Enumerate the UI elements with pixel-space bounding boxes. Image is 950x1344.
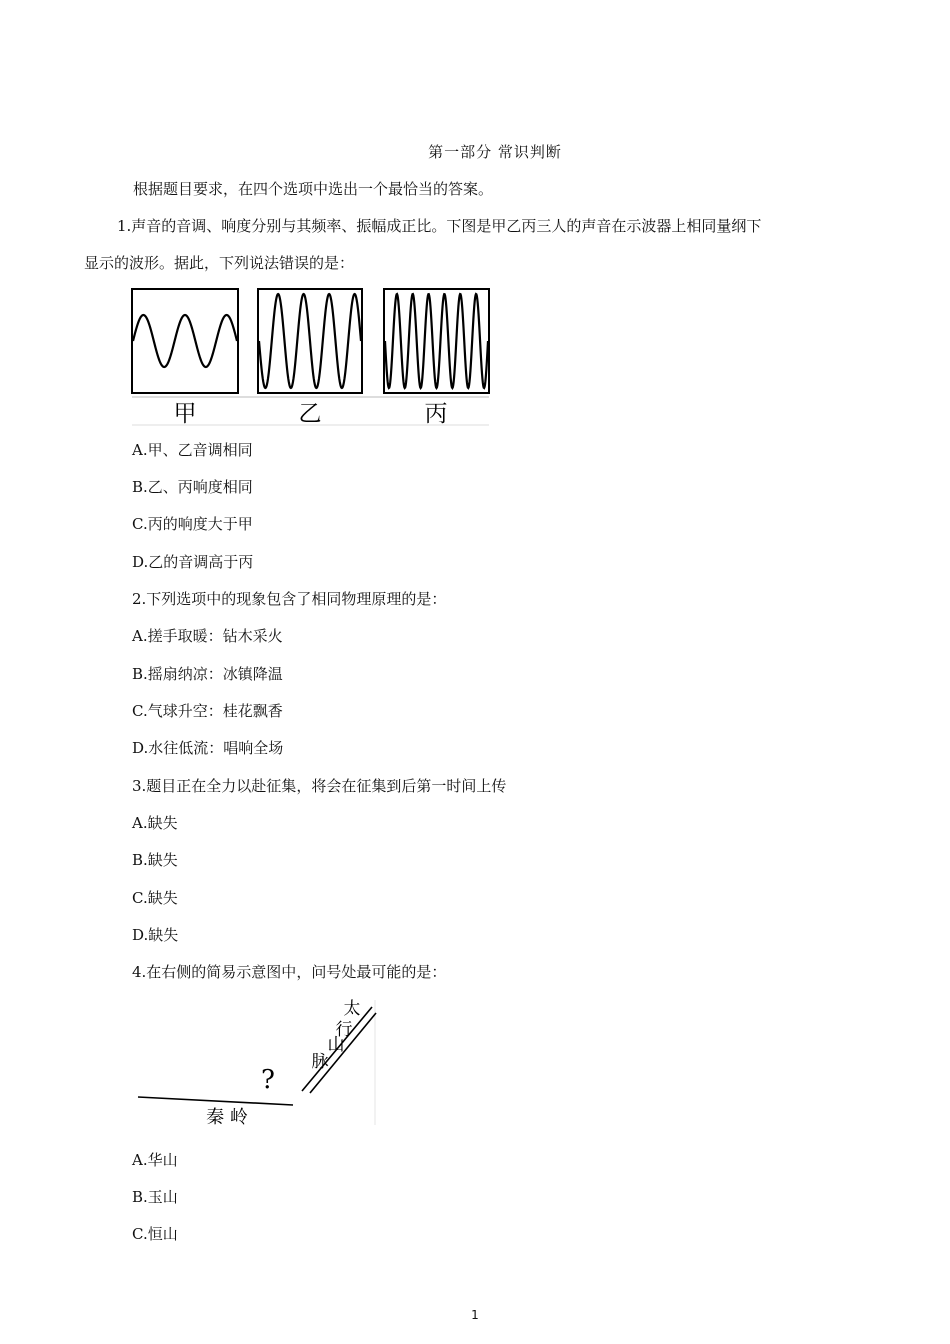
page-number: 1: [471, 1308, 479, 1322]
question-mark: ?: [261, 1065, 275, 1095]
q1-stem-line2: 显示的波形。据此，下列说法错误的是：: [84, 254, 355, 272]
taihang-char-2: 行: [335, 1020, 353, 1040]
q1-option-d: D.乙的音调高于丙: [132, 553, 254, 571]
q2-stem: 2.下列选项中的现象包含了相同物理原理的是：: [132, 590, 447, 608]
taihang-char-4: 脉: [311, 1052, 329, 1072]
section-title: 第一部分 常识判断: [428, 143, 562, 161]
q4-stem: 4.在右侧的简易示意图中，问号处最可能的是：: [132, 963, 447, 981]
q4-option-a: A.华山: [132, 1151, 178, 1169]
instruction-text: 根据题目要求，在四个选项中选出一个最恰当的答案。: [133, 180, 494, 198]
q3-option-b: B.缺失: [132, 851, 178, 869]
q2-option-a: A.搓手取暖：钻木采火: [132, 627, 283, 645]
q3-option-a: A.缺失: [132, 814, 178, 832]
q3-stem: 3.题目正在全力以赴征集，将会在征集到后第一时间上传: [132, 777, 507, 795]
q3-option-d: D.缺失: [132, 926, 179, 944]
waveform-yi: [258, 289, 362, 393]
q1-stem-line1: 1.声音的音调、响度分别与其频率、振幅成正比。下图是甲乙丙三人的声音在示波器上相同量纲下: [117, 217, 762, 235]
q4-option-b: B.玉山: [132, 1188, 178, 1206]
taihang-char-1: 太: [343, 999, 361, 1019]
q2-option-b: B.摇扇纳凉：冰镇降温: [132, 665, 283, 683]
qinling-line: [138, 1097, 293, 1105]
waveform-bing: [384, 289, 489, 393]
q1-option-c: C.丙的响度大于甲: [132, 515, 253, 533]
qinling-label: 秦 岭: [206, 1107, 248, 1128]
q4-map-figure: [130, 995, 380, 1130]
taihang-char-3: 山: [327, 1035, 345, 1055]
q4-option-c: C.恒山: [132, 1225, 178, 1243]
q2-option-d: D.水往低流：唱响全场: [132, 739, 284, 757]
q1-option-a: A.甲、乙音调相同: [132, 441, 253, 459]
q2-option-c: C.气球升空：桂花飘香: [132, 702, 283, 720]
q1-waveform-figure: [128, 285, 494, 430]
waveform-jia: [132, 289, 238, 393]
label-jia: 甲: [173, 401, 197, 427]
label-bing: 丙: [424, 401, 448, 427]
q1-option-b: B.乙、丙响度相同: [132, 478, 253, 496]
q3-option-c: C.缺失: [132, 889, 178, 907]
label-yi: 乙: [298, 401, 322, 427]
